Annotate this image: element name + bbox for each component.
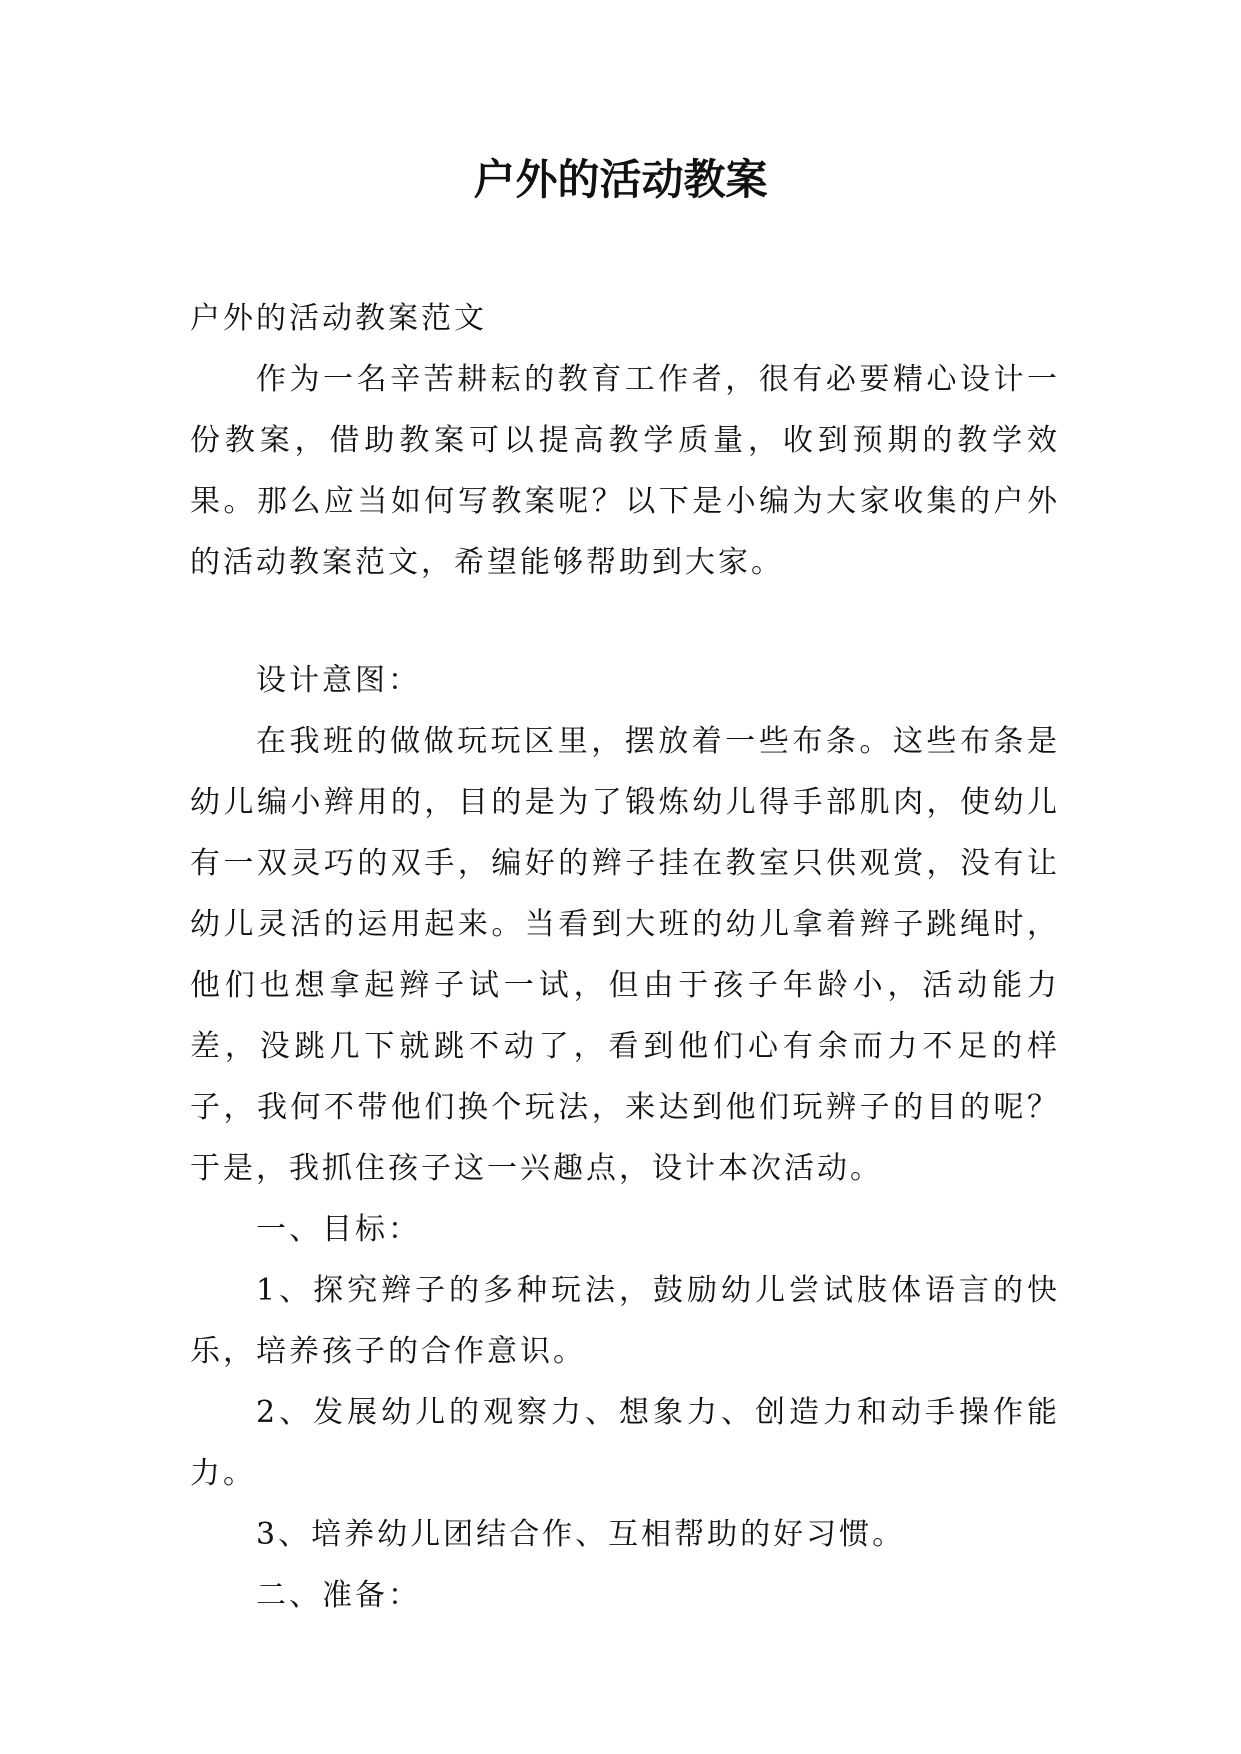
paragraph-spacer — [190, 593, 1060, 650]
goal-item-2: 2、发展幼儿的观察力、想象力、创造力和动手操作能力。 — [190, 1395, 1060, 1491]
document-body — [190, 288, 1060, 1626]
design-heading: 设计意图： — [256, 663, 421, 698]
document-title: 户外的活动教案 — [473, 155, 768, 204]
intro-paragraph: 作为一名辛苦耕耘的教育工作者，很有必要精心设计一份教案，借助教案可以提高教学质量，收到预期的教学效果。那么应当如何写教案呢？以下是小编为大家收集的户外的活动教案范文，希望能够帮助到大家。 — [190, 362, 1060, 580]
goals-heading: 一、目标： — [256, 1212, 421, 1247]
goal-item-3: 3、培养幼儿团结合作、互相帮助的好习惯。 — [256, 1517, 906, 1552]
preparation-heading: 二、准备： — [256, 1578, 421, 1613]
document-subtitle: 户外的活动教案范文 — [190, 301, 487, 336]
goal-item-1: 1、探究辫子的多种玩法，鼓励幼儿尝试肢体语言的快乐，培养孩子的合作意识。 — [190, 1273, 1060, 1369]
design-paragraph: 在我班的做做玩玩区里，摆放着一些布条。这些布条是幼儿编小辫用的，目的是为了锻炼幼儿得手部肌肉，使幼儿有一双灵巧的双手，编好的辫子挂在教室只供观赏，没有让幼儿灵活的运用起来。当看到大班的幼儿拿着辫子跳绳时，他们也想拿起辫子试一试，但由于孩子年龄小，活动能力差，没跳几下就跳不动了，看到他们心有余而力不足的样子，我何不带他们换个玩法，来达到他们玩辨子的目的呢？于是，我抓住孩子这一兴趣点，设计本次活动。 — [190, 724, 1060, 1186]
